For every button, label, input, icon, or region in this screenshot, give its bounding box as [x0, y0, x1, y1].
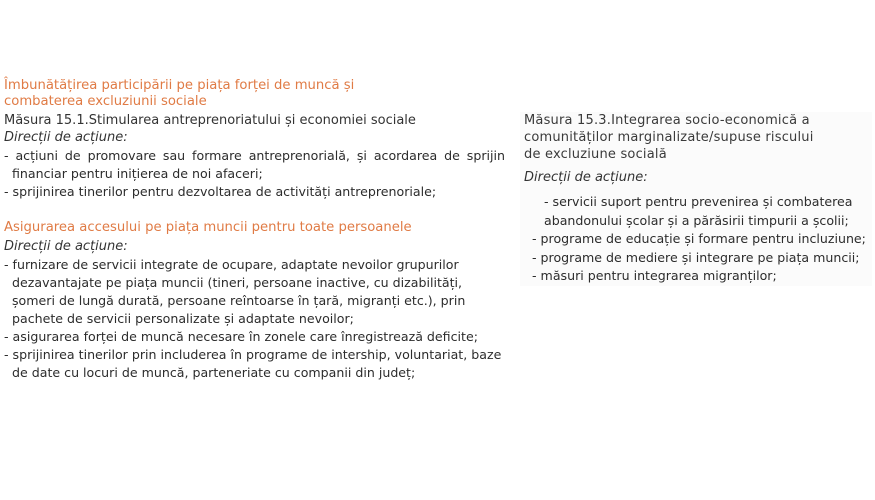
- right-column: [520, 112, 872, 286]
- list-item: - asigurarea forței de muncă necesare în zonele care înregistrează deficite;: [4, 329, 478, 344]
- list-item: - furnizare de servicii integrate de ocupare, adaptate nevoilor grupurilor dezavantajate pe piața muncii (tineri, persoane inactive, cu dizabilități, șomeri de lungă durată, persoane reîntoarse în țară, migranți etc.), prin pachete de servicii personalizate și adaptate nevoilor;: [4, 257, 466, 326]
- directions-label: Direcții de acțiune:: [4, 130, 128, 145]
- list-item: - programe de educație și formare pentru incluziune;: [532, 231, 866, 246]
- title-line-2: comunităților marginalizate/supuse riscului: [524, 130, 814, 145]
- list-item: - acțiuni de promovare sau formare antreprenorială, și acordarea de sprijin financiar pentru inițierea de noi afaceri;: [4, 148, 505, 181]
- heading-line-1: Îmbunătățirea participării pe piața forței de muncă și: [4, 78, 355, 93]
- measure-15-3-title: [524, 112, 872, 163]
- measure-15-1-title: Măsura 15.1.Stimularea antreprenoriatului și economiei sociale: [4, 113, 416, 128]
- list-item: - măsuri pentru integrarea migranților;: [532, 268, 777, 283]
- title-line-3: de excluziune socială: [524, 147, 667, 162]
- list-item: - sprijinirea tinerilor pentru dezvoltarea de activități antreprenoriale;: [4, 184, 437, 199]
- title-line-1: Măsura 15.3.Integrarea socio-economică a: [524, 113, 810, 128]
- section-heading-labour-access: Asigurarea accesului pe piața muncii pentru toate persoanele: [4, 220, 412, 235]
- measure-15-3-list: [520, 193, 872, 286]
- measure-15-1-list: [0, 147, 505, 201]
- heading-line-2: combaterea excluziunii sociale: [4, 94, 207, 109]
- directions-label: Direcții de acțiune:: [4, 239, 128, 254]
- list-item: - servicii suport pentru prevenirea și combaterea abandonului școlar și a părăsirii timpurii a școlii;: [544, 194, 853, 228]
- section-labour-access: [0, 220, 505, 382]
- section-heading-labour-participation: [4, 78, 505, 110]
- labour-access-list: [0, 256, 505, 382]
- directions-label: Direcții de acțiune:: [524, 170, 648, 185]
- left-column: [0, 78, 505, 382]
- list-item: - programe de mediere și integrare pe piața muncii;: [532, 249, 860, 265]
- list-item: - sprijinirea tinerilor prin includerea în programe de intership, voluntariat, baze de date cu locuri de muncă, parteneriate cu companii din județ;: [4, 347, 502, 380]
